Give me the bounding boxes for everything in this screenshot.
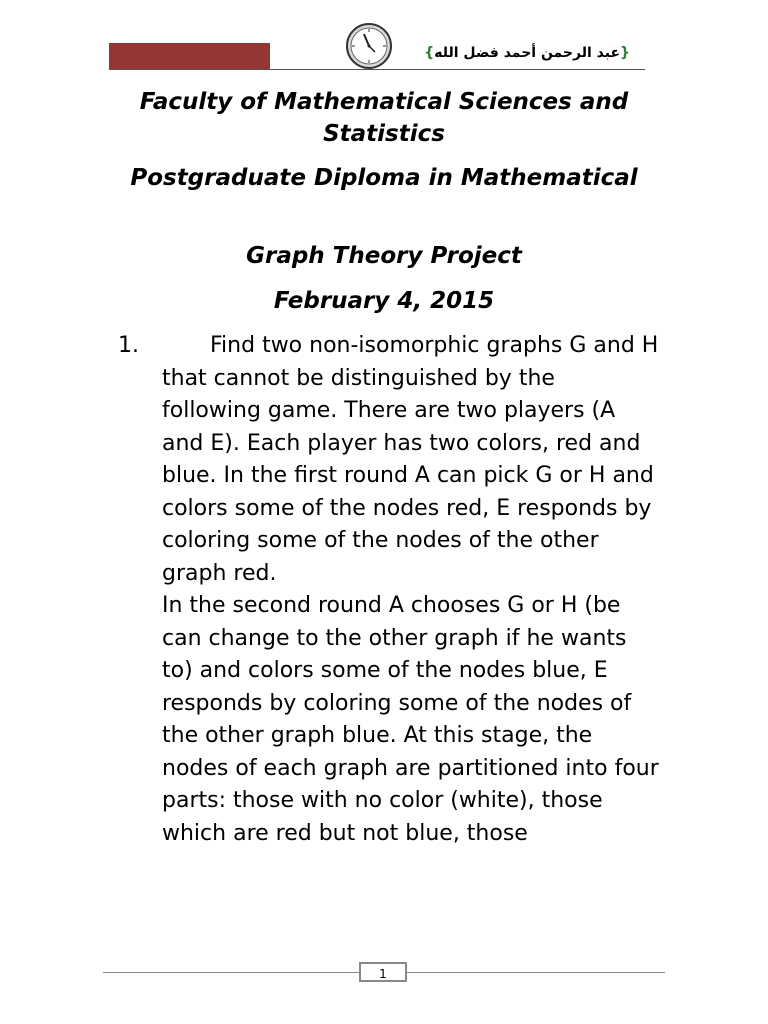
page-number: 1 xyxy=(359,962,407,982)
question-number: 1. xyxy=(118,333,139,358)
question-block xyxy=(118,330,660,850)
clock-icon xyxy=(345,22,393,70)
author-name xyxy=(424,45,630,61)
author-text: عبد الرحمن أحمد فضل الله xyxy=(434,45,621,61)
brace-open: { xyxy=(620,45,630,61)
project-title: Graph Theory Project xyxy=(246,243,522,269)
program-title: Postgraduate Diploma in Mathematical xyxy=(130,165,638,191)
brace-close: } xyxy=(424,45,435,61)
header-accent-bar xyxy=(109,43,270,69)
date-title: February 4, 2015 xyxy=(273,288,495,314)
header-rule xyxy=(109,69,645,70)
question-second-paragraph: In the second round A chooses G or H (be can change to the other graph if he wants to) and colors some of the nodes blue, E responds by coloring some of the nodes of the other graph blue. At this stage, the nodes of each graph are partitioned into four parts: those with no color (white), those which are red but not blue, those xyxy=(162,593,659,846)
question-first-paragraph xyxy=(118,330,660,590)
question-text-1: Find two non-isomorphic graphs G and H that cannot be distinguished by the following game. There are two players (A and E). Each player has two colors, red and blue. In the first round A can pick G or H and colors some of the nodes red, E responds by coloring some of the nodes of the other graph red. xyxy=(162,333,659,586)
faculty-title: Faculty of Mathematical Sciences and Statistics xyxy=(139,89,629,147)
